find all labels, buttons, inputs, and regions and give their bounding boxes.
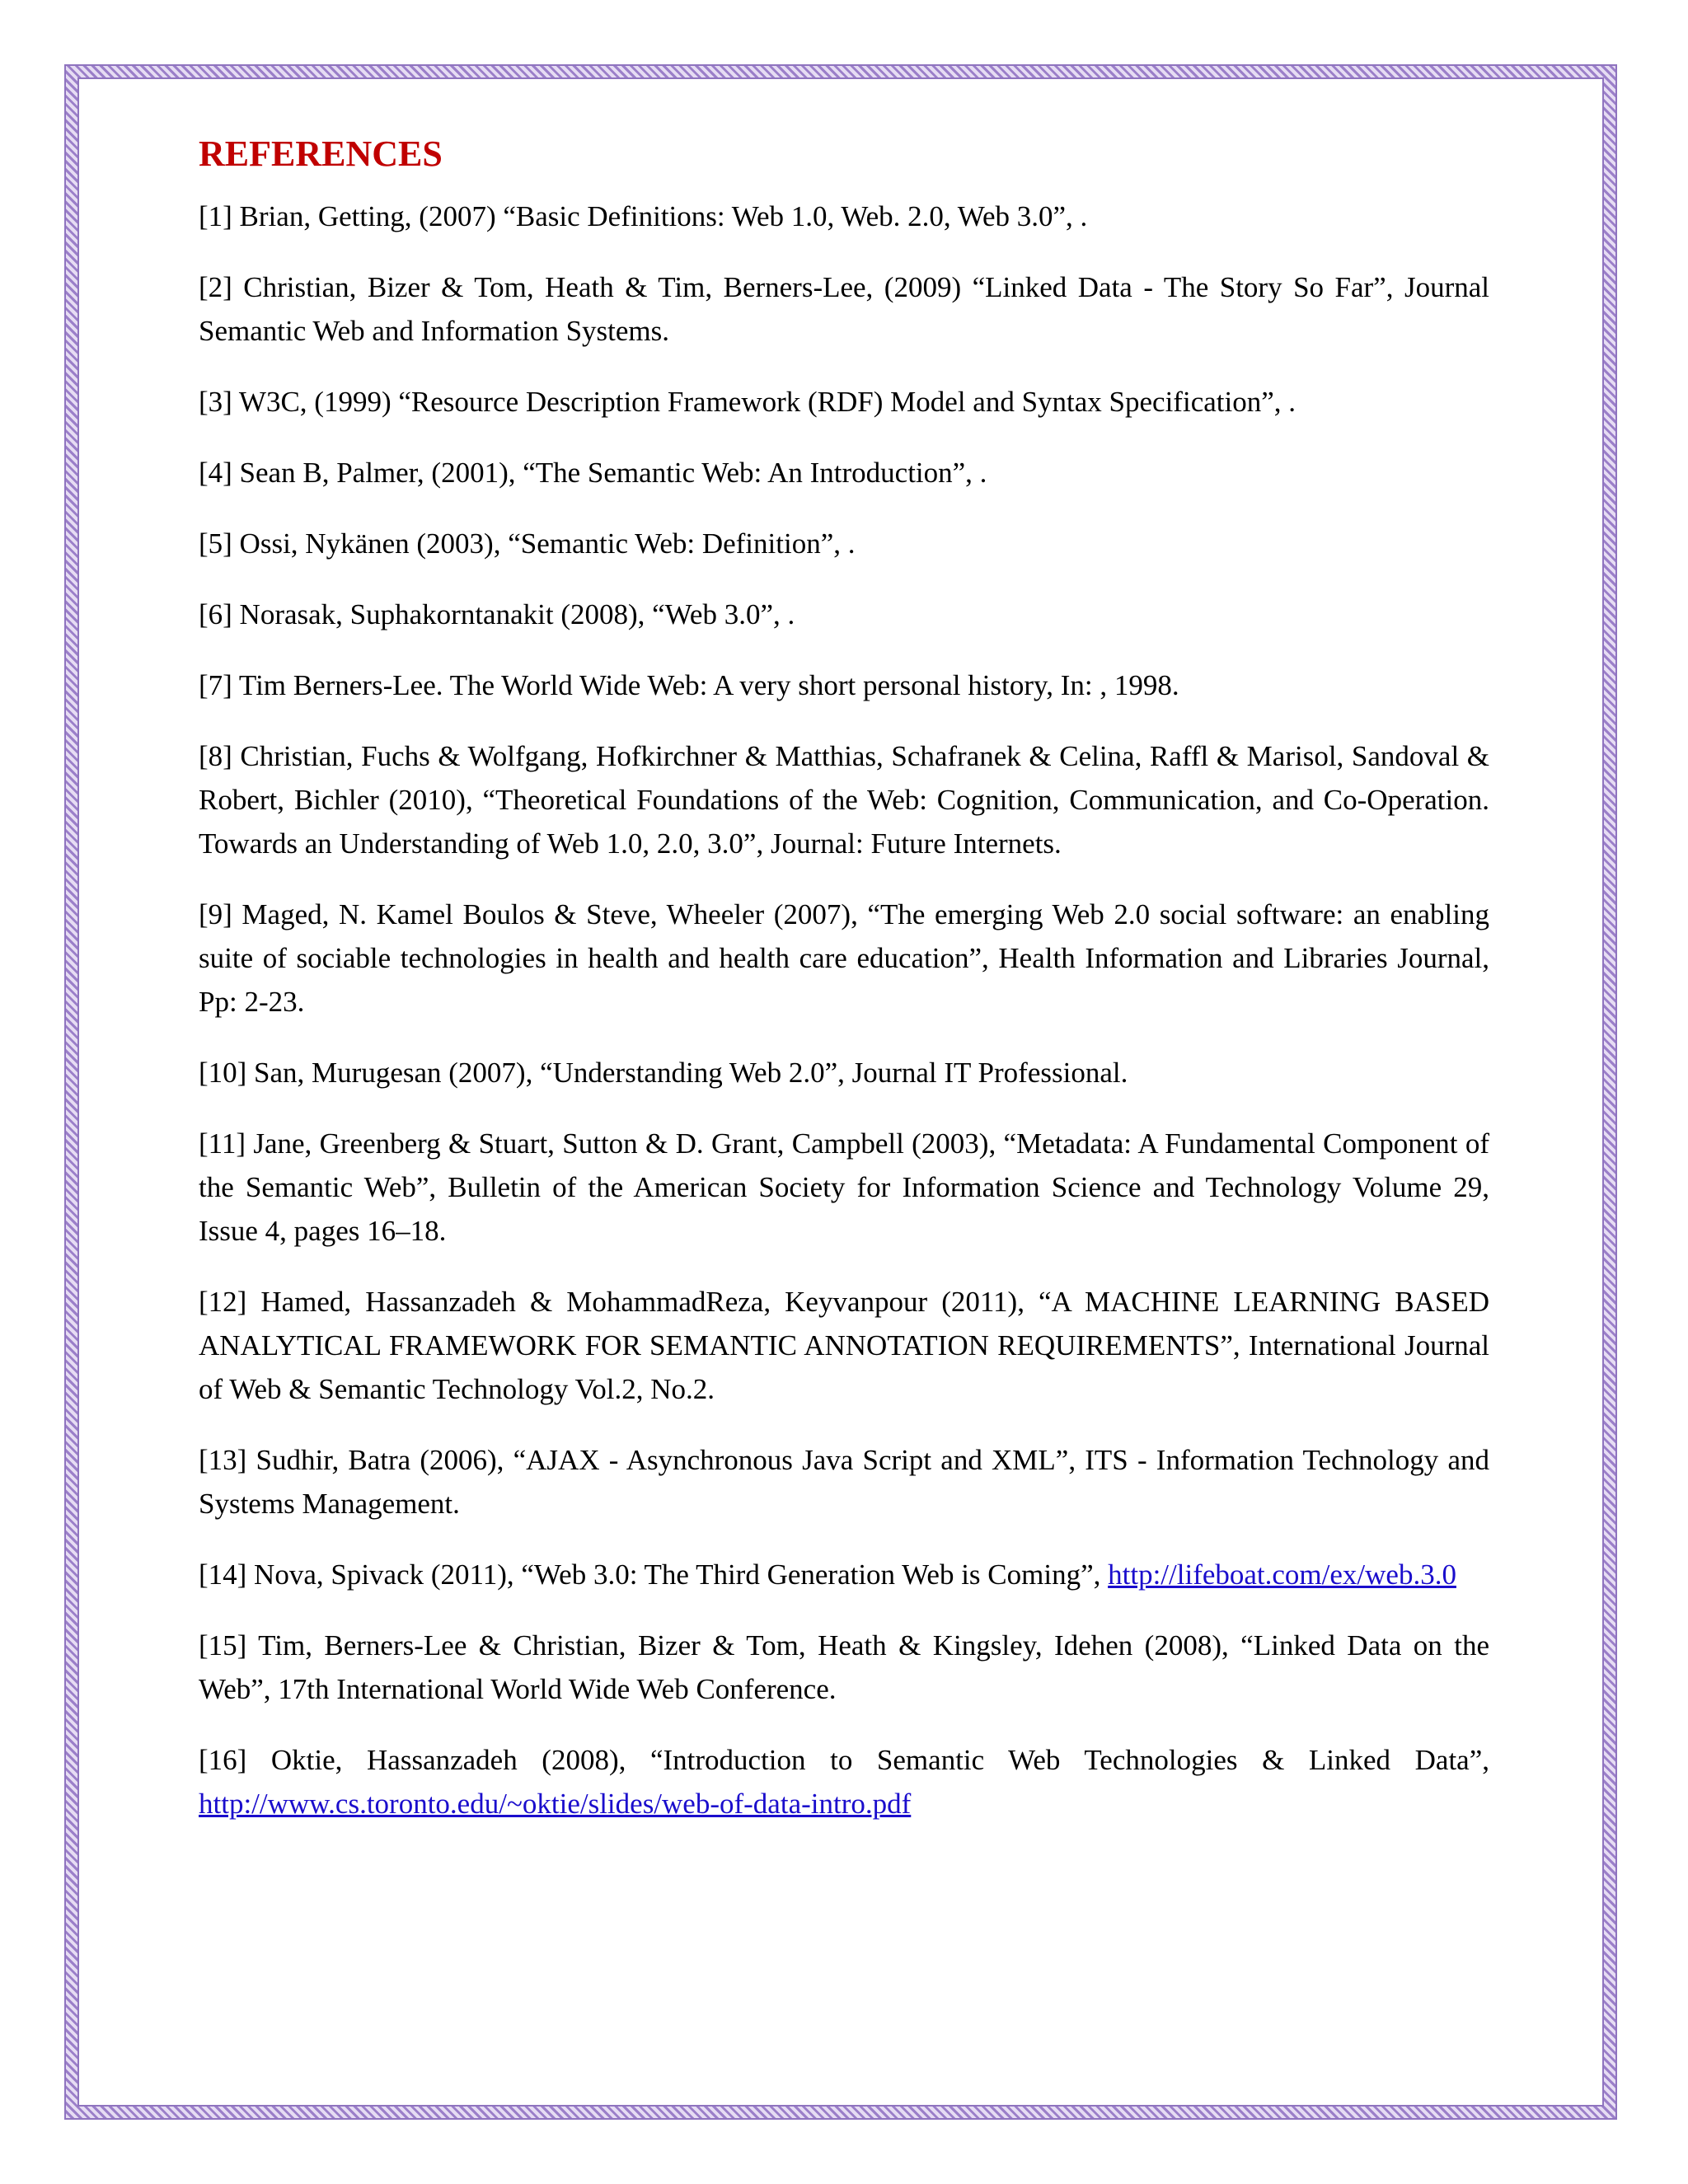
- reference-4: [199, 451, 1489, 494]
- reference-text: [14] Nova, Spivack (2011), “Web 3.0: The Third Generation Web is Coming”,: [199, 1558, 1109, 1591]
- reference-text: [15] Tim, Berners-Lee & Christian, Bizer & Tom, Heath & Kingsley, Idehen (2008), “Linked Data on the Web”, 17th International World Wide Web Conference.: [199, 1629, 1489, 1705]
- reference-text: [1] Brian, Getting, (2007) “Basic Definitions: Web 1.0, Web. 2.0, Web 3.0”, .: [199, 200, 1088, 232]
- reference-11: [199, 1122, 1489, 1253]
- reference-text: [3] W3C, (1999) “Resource Description Framework (RDF) Model and Syntax Specification”, .: [199, 386, 1296, 418]
- reference-text: [12] Hamed, Hassanzadeh & MohammadReza, Keyvanpour (2011), “A MACHINE LEARNING BASED ANALYTICAL FRAMEWORK FOR SEMANTIC ANNOTATION REQUIREMENTS”, International Journal of Web & Semantic Technology Vol.2, No.2.: [199, 1286, 1489, 1405]
- reference-text: [16] Oktie, Hassanzadeh (2008), “Introduction to Semantic Web Technologies & Linked Data”,: [199, 1744, 1489, 1776]
- reference-text: [6] Norasak, Suphakorntanakit (2008), “Web 3.0”, .: [199, 598, 795, 630]
- reference-16: [199, 1738, 1489, 1825]
- reference-14: [199, 1553, 1489, 1596]
- references-list: [199, 194, 1489, 1825]
- reference-link[interactable]: http://lifeboat.com/ex/web.3.0: [1108, 1558, 1456, 1591]
- reference-10: [199, 1051, 1489, 1094]
- reference-15: [199, 1624, 1489, 1711]
- reference-1: [199, 194, 1489, 238]
- references-heading: REFERENCES: [199, 134, 443, 174]
- reference-text: [7] Tim Berners-Lee. The World Wide Web: A very short personal history, In: , 1998.: [199, 669, 1179, 701]
- reference-9: [199, 893, 1489, 1024]
- reference-text: [13] Sudhir, Batra (2006), “AJAX - Asynchronous Java Script and XML”, ITS - Information Technology and Systems Management.: [199, 1444, 1489, 1520]
- reference-6: [199, 593, 1489, 636]
- reference-text: [8] Christian, Fuchs & Wolfgang, Hofkirchner & Matthias, Schafranek & Celina, Raffl & Marisol, Sandoval & Robert, Bichler (2010), “Theoretical Foundations of the Web: Cognition, Communication, and Co-Operation. Towards an Understanding of Web 1.0, 2.0, 3.0”, Journal: Future Internets.: [199, 740, 1489, 860]
- reference-13: [199, 1438, 1489, 1526]
- reference-7: [199, 663, 1489, 707]
- reference-2: [199, 265, 1489, 353]
- reference-text: [5] Ossi, Nykänen (2003), “Semantic Web: Definition”, .: [199, 527, 856, 560]
- reference-link[interactable]: http://www.cs.toronto.edu/~oktie/slides/web-of-data-intro.pdf: [199, 1788, 912, 1820]
- reference-12: [199, 1280, 1489, 1411]
- reference-text: [11] Jane, Greenberg & Stuart, Sutton & D. Grant, Campbell (2003), “Metadata: A Fundamental Component of the Semantic Web”, Bulletin of the American Society for Information Science and Technology Volume 29, Issue 4, pages 16–18.: [199, 1127, 1489, 1247]
- reference-text: [10] San, Murugesan (2007), “Understanding Web 2.0”, Journal IT Professional.: [199, 1057, 1128, 1089]
- reference-text: [2] Christian, Bizer & Tom, Heath & Tim, Berners-Lee, (2009) “Linked Data - The Story So Far”, Journal Semantic Web and Information Systems.: [199, 271, 1489, 347]
- reference-text: [4] Sean B, Palmer, (2001), “The Semantic Web: An Introduction”, .: [199, 457, 987, 489]
- reference-3: [199, 380, 1489, 424]
- reference-5: [199, 522, 1489, 565]
- reference-8: [199, 734, 1489, 865]
- document-body: [199, 132, 1489, 1853]
- reference-text: [9] Maged, N. Kamel Boulos & Steve, Wheeler (2007), “The emerging Web 2.0 social software: an enabling suite of sociable technologies in health and health care education”, Health Information and Libraries Journal, Pp: 2-23.: [199, 898, 1489, 1018]
